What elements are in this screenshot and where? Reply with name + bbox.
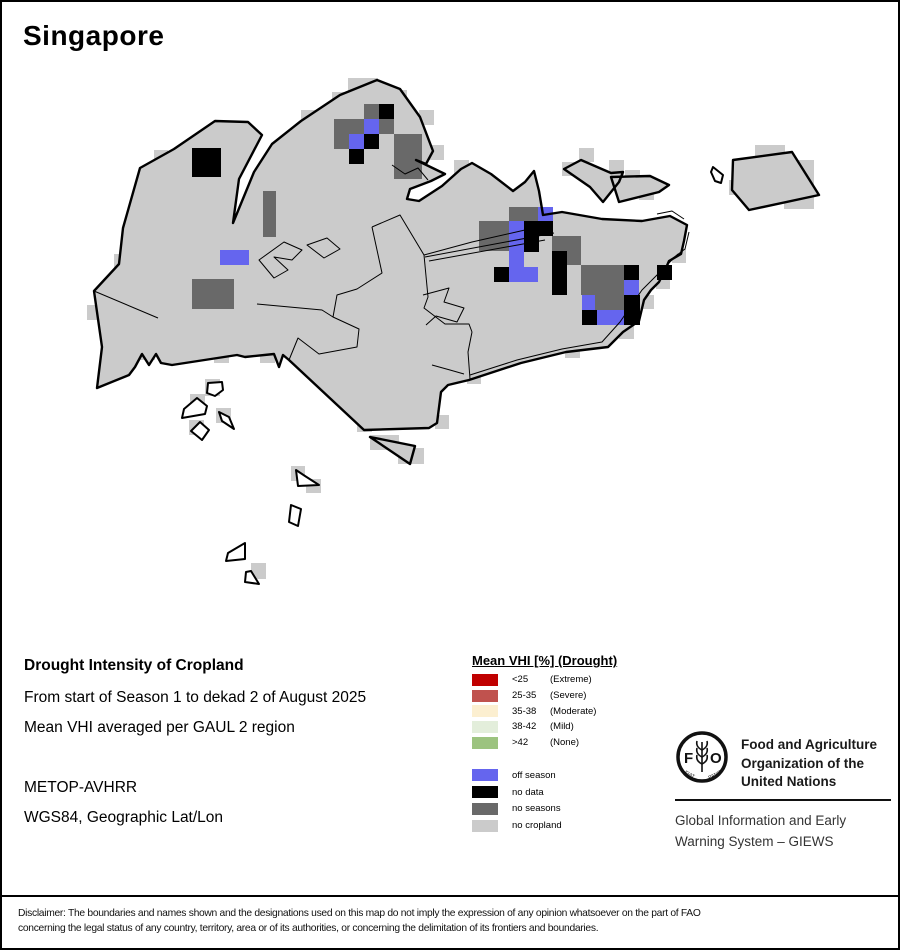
no-cropland-cell <box>99 290 113 305</box>
disclaimer-line2: concerning the legal status of any country, territory, area or of its authorities, or concerning the delimitation of its frontiers and boundaries. <box>18 923 599 934</box>
fao-org-line2: Organization of the <box>741 755 864 771</box>
legend-swatch <box>472 820 498 832</box>
page-title: Singapore <box>23 20 165 51</box>
legend-swatch <box>472 737 498 749</box>
legend-row <box>472 719 596 735</box>
fao-org-line1: Food and Agriculture <box>741 737 877 752</box>
singapore-drought-map <box>2 2 900 950</box>
map-period: From start of Season 1 to dekad 2 of August 2025 <box>24 689 367 706</box>
raster-cell <box>349 149 364 164</box>
raster-cell <box>364 134 379 149</box>
legend-label: no seasons <box>512 803 561 815</box>
fao-logo-letter-f: F <box>684 750 694 767</box>
raster-cell <box>624 265 639 280</box>
giews-label <box>675 810 846 852</box>
legend-label: (Moderate) <box>550 705 597 717</box>
legend-coverage-classes <box>472 767 562 834</box>
legend-swatch <box>472 786 498 798</box>
footer-divider <box>675 799 891 801</box>
raster-cell <box>624 295 640 325</box>
legend-label: (Mild) <box>550 721 574 733</box>
raster-cell <box>364 104 379 119</box>
raster-cell <box>509 252 524 267</box>
fao-logo-motto-panis: PANIS <box>707 768 724 782</box>
raster-cell <box>192 148 221 177</box>
no-cropland-cell <box>130 224 145 239</box>
legend-row <box>472 703 596 719</box>
map-method: Mean VHI averaged per GAUL 2 region <box>24 719 295 736</box>
raster-cell <box>552 251 567 295</box>
fao-org-name <box>741 736 877 792</box>
legend-range: 25-35 <box>512 690 537 702</box>
raster-cell <box>582 310 597 325</box>
legend-row <box>472 784 562 801</box>
legend-row <box>472 688 596 704</box>
fao-logo-letter-o: O <box>710 750 722 767</box>
raster-cell <box>509 221 524 236</box>
raster-cell <box>192 279 234 309</box>
raster-cell <box>567 236 581 265</box>
map-projection: WGS84, Geographic Lat/Lon <box>24 809 224 826</box>
raster-cell <box>263 191 276 237</box>
legend-label: (None) <box>550 737 580 749</box>
legend-row <box>472 801 562 818</box>
raster-cell <box>364 119 379 134</box>
raster-cell <box>379 104 394 119</box>
no-cropland-cell <box>260 350 275 363</box>
legend-range: >42 <box>512 737 529 749</box>
fao-logo-motto-fiat: FIAT <box>683 769 696 781</box>
legend-label: no cropland <box>512 820 562 832</box>
disclaimer <box>2 895 898 948</box>
legend-row <box>472 672 596 688</box>
fao-logo <box>675 730 729 784</box>
legend-label: no data <box>512 786 544 798</box>
legend-drought-classes <box>472 672 596 750</box>
legend-swatch <box>472 803 498 815</box>
legend-label: off season <box>512 769 556 781</box>
giews-line1: Global Information and Early <box>675 813 847 828</box>
legend-row <box>472 817 562 834</box>
disclaimer-line1: Disclaimer: The boundaries and names shown and the designations used on this map do not imply the expression of any opinion whatsoever on the part of FAO <box>18 908 701 919</box>
raster-cell <box>509 207 538 221</box>
legend-swatch <box>472 769 498 781</box>
raster-cell <box>509 267 538 282</box>
legend-row <box>472 735 596 751</box>
legend-swatch <box>472 705 498 717</box>
legend-range: 35-38 <box>512 705 537 717</box>
map-subtitle: Drought Intensity of Cropland <box>24 657 244 674</box>
legend-range: <25 <box>512 674 529 686</box>
raster-cell <box>595 295 624 310</box>
raster-cell <box>582 295 595 310</box>
legend-label: (Severe) <box>550 690 587 702</box>
legend-label: (Extreme) <box>550 674 592 686</box>
raster-cell <box>581 265 624 295</box>
fao-org-line3: United Nations <box>741 774 837 789</box>
no-cropland-cell <box>87 305 102 320</box>
legend-swatch <box>472 721 498 733</box>
legend-swatch <box>472 690 498 702</box>
legend-row <box>472 767 562 784</box>
giews-line2: Warning System – GIEWS <box>675 834 834 849</box>
raster-cell <box>379 119 394 134</box>
no-cropland-cell <box>639 185 654 200</box>
raster-cell <box>624 280 639 295</box>
map-sensor: METOP-AVHRR <box>24 779 138 796</box>
legend-swatch <box>472 674 498 686</box>
legend-range: 38-42 <box>512 721 537 733</box>
raster-cell <box>494 267 509 282</box>
raster-cell <box>220 250 249 265</box>
raster-cell <box>349 134 364 149</box>
legend-title: Mean VHI [%] (Drought) <box>472 653 618 668</box>
